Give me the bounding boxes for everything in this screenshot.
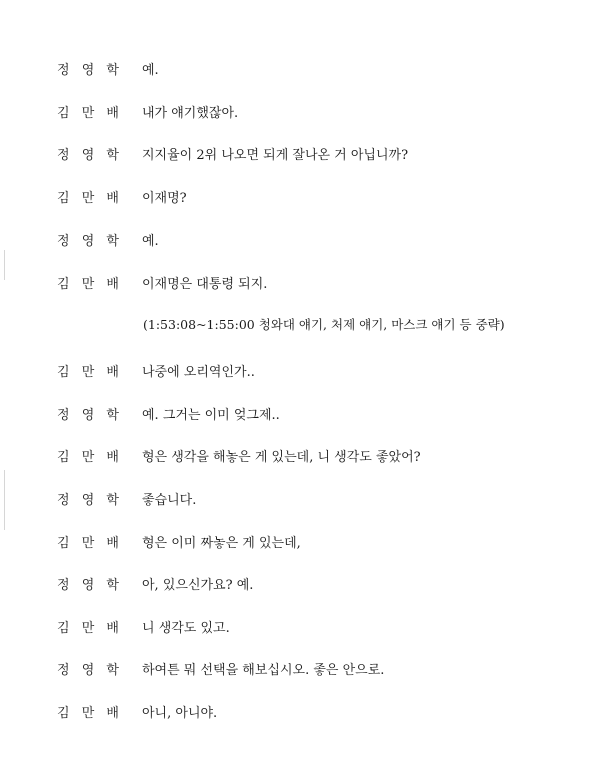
spoken-text: 이재명?	[142, 191, 187, 206]
speaker-name: 김 만 배	[57, 706, 123, 721]
transcript-line	[0, 188, 600, 210]
transcript-line	[0, 145, 600, 167]
spoken-text: 예.	[142, 63, 159, 78]
omission-note-row	[0, 314, 600, 336]
transcript-line	[0, 618, 600, 640]
spoken-text: 나중에 오리역인가..	[142, 365, 255, 380]
spoken-text: 니 생각도 있고.	[142, 621, 230, 636]
spoken-text: 내가 얘기했잖아.	[142, 106, 239, 121]
spoken-text: 형은 이미 짜놓은 게 있는데,	[142, 536, 301, 551]
spoken-text: 아, 있으신가요? 예.	[142, 578, 254, 593]
transcript-line	[0, 103, 600, 125]
transcript-line	[0, 405, 600, 427]
speaker-name: 김 만 배	[57, 277, 123, 292]
speaker-name: 정 영 학	[57, 493, 123, 508]
spoken-text: 하여튼 뭐 선택을 해보십시오. 좋은 안으로.	[142, 663, 385, 678]
transcript-line	[0, 60, 600, 82]
speaker-name: 김 만 배	[57, 365, 123, 380]
speaker-name: 정 영 학	[57, 148, 123, 163]
speaker-name: 정 영 학	[57, 63, 123, 78]
spoken-text: 예.	[142, 234, 159, 249]
transcript-line	[0, 533, 600, 555]
transcript-line	[0, 447, 600, 469]
transcript-line	[0, 575, 600, 597]
speaker-name: 김 만 배	[57, 191, 123, 206]
speaker-name: 정 영 학	[57, 578, 123, 593]
spoken-text: 예. 그거는 이미 엊그제..	[142, 408, 280, 423]
transcript-line	[0, 660, 600, 682]
spoken-text: 이재명은 대통령 되지.	[142, 277, 268, 292]
spoken-text: 아니, 아니야.	[142, 706, 218, 721]
transcript-line	[0, 274, 600, 296]
spoken-text: 형은 생각을 해놓은 게 있는데, 니 생각도 좋았어?	[142, 450, 421, 465]
transcript-line	[0, 490, 600, 512]
spoken-text: 지지율이 2위 나오면 되게 잘나온 거 아닙니까?	[142, 148, 409, 163]
transcript-line	[0, 362, 600, 384]
spoken-text: 좋습니다.	[142, 493, 197, 508]
speaker-name: 김 만 배	[57, 106, 123, 121]
speaker-name: 김 만 배	[57, 450, 123, 465]
speaker-name: 정 영 학	[57, 234, 123, 249]
transcript-line	[0, 231, 600, 253]
speaker-name: 김 만 배	[57, 536, 123, 551]
speaker-name: 정 영 학	[57, 663, 123, 678]
transcript-line	[0, 703, 600, 725]
speaker-name: 정 영 학	[57, 408, 123, 423]
omission-note: (1:53:08~1:55:00 청와대 얘기, 처제 얘기, 마스크 얘기 등 중략)	[143, 317, 505, 332]
speaker-name: 김 만 배	[57, 621, 123, 636]
